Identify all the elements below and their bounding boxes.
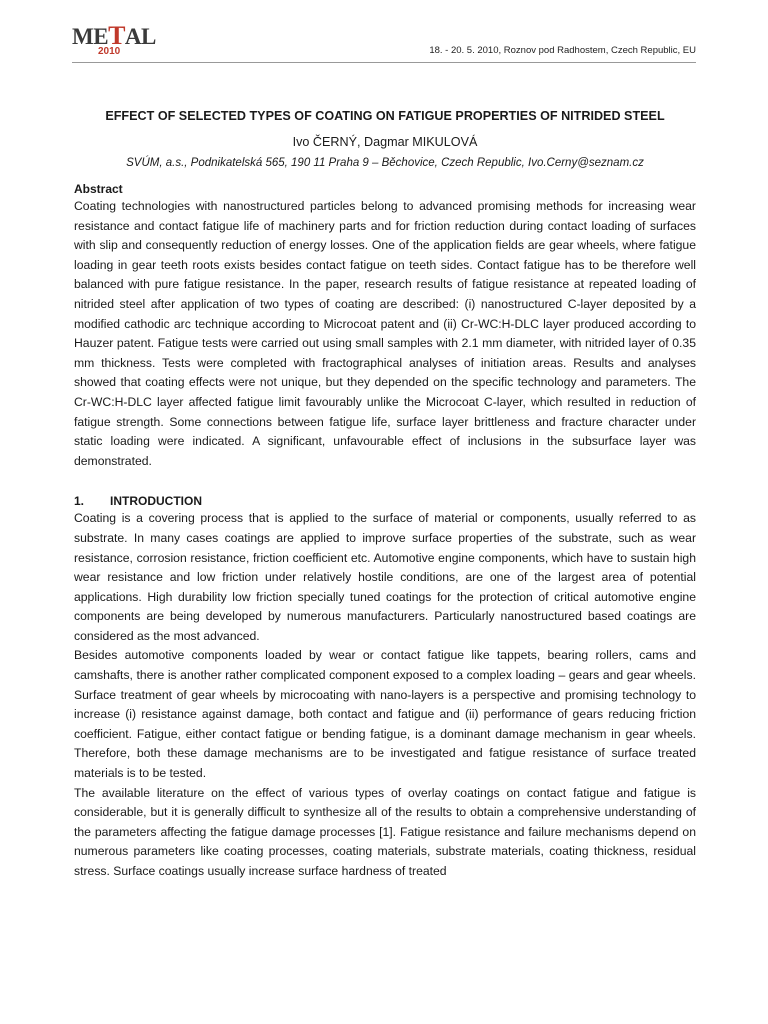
logo-year: 2010 bbox=[98, 46, 121, 57]
paper-body bbox=[74, 108, 696, 882]
section-number: 1. bbox=[74, 494, 85, 509]
conference-info: 18. - 20. 5. 2010, Roznov pod Radhostem, Czech Republic, EU bbox=[429, 45, 696, 56]
paper-authors: Ivo ČERNÝ, Dagmar MIKULOVÁ bbox=[292, 135, 478, 149]
page-header bbox=[0, 0, 768, 70]
abstract-heading: Abstract bbox=[74, 182, 123, 196]
metal-logo bbox=[72, 20, 156, 60]
section-title: INTRODUCTION bbox=[110, 494, 202, 509]
logo-wordmark: METAL bbox=[72, 21, 156, 50]
body-paragraph: Coating is a covering process that is applied to the surface of material or components, usually referred to as substrate. In many cases coatings are applied to improve surface properties of the substrate, such as wear resistance, corrosion resistance, friction coefficient etc. Automotive engine components, which have to sustain high wear resistance and low friction under relatively hostile conditions, are one of the largest area of potential applications. High durability low friction specially tuned coatings for the protection of critical automotive engine components are being developed by numerous manufacturers. Particularly nanostructured based coatings are considered as the most advanced. bbox=[74, 511, 696, 643]
body-paragraph: Besides automotive components loaded by wear or contact fatigue like tappets, bearing rollers, cams and camshafts, there is another rather complicated component exposed to a complex loading – gears and gear wheels. Surface treatment of gear wheels by microcoating with nano-layers is a perspective and promising technology to increase (i) resistance against damage, both contact and fatigue and (ii) performance of gears reducing friction coefficient. Fatigue, either contact fatigue or bending fatigue, is a dominant damage mechanism in gear wheels. Therefore, both these damage mechanisms are to be investigated and fatigue resistance of surface treated materials is to be tested. bbox=[74, 648, 696, 781]
header-divider bbox=[72, 62, 696, 63]
paper-title: EFFECT OF SELECTED TYPES OF COATING ON FATIGUE PROPERTIES OF NITRIDED STEEL bbox=[105, 109, 665, 123]
body-paragraph: The available literature on the effect of various types of overlay coatings on contact fatigue and fatigue is considerable, but it is generally difficult to synthesize all of the results to obtain a comprehensive understanding of the parameters affecting the fatigue damage processes [1]. Fatigue resistance and failure mechanisms depend on numerous parameters like coating processes, coating materials, substrate materials, coating thickness, residual stress. Surface coatings usually increase surface hardness of treated bbox=[74, 785, 696, 878]
section-heading bbox=[74, 493, 696, 509]
paper-affiliation: SVÚM, a.s., Podnikatelská 565, 190 11 Praha 9 – Běchovice, Czech Republic, Ivo.Cerny@seznam.cz bbox=[126, 157, 644, 169]
abstract-text: Coating technologies with nanostructured particles belong to advanced promising methods for increasing wear resistance and contact fatigue life of machinery parts and for friction reduction during contact loading of surfaces with slip and consequently reduction of energy losses. One of the application fields are gear wheels, where fatigue loading in gear teeth roots exists besides contact fatigue on teeth sides. Contact fatigue has to be therefore well balanced with pure fatigue resistance. In the paper, research results of fatigue resistance at repeated loading of nitrided steel after application of two types of coating are described: (i) nanostructured C-layer deposited by a modified cathodic arc technique according to Microcoat patent and (ii) Cr-WC:H-DLC layer produced according to Hauzer patent. Fatigue tests were carried out using small samples with 2.1 mm diameter, with nitrided layer of 0.35 mm thickness. Tests were completed with fractographical analyses of initiation areas. Results and analyses showed that coating effects were not unique, but they depended on the specific technology and parameters. The Cr-WC:H-DLC layer affected fatigue limit favourably unlike the Microcoat C-layer, which resulted in reduction of fatigue strength. Some connections between fatigue life, surface layer brittleness and fracture character under static loading were indicated. A significant, unfavourable effect of inclusions in the subsurface layer was demonstrated. bbox=[74, 199, 696, 468]
